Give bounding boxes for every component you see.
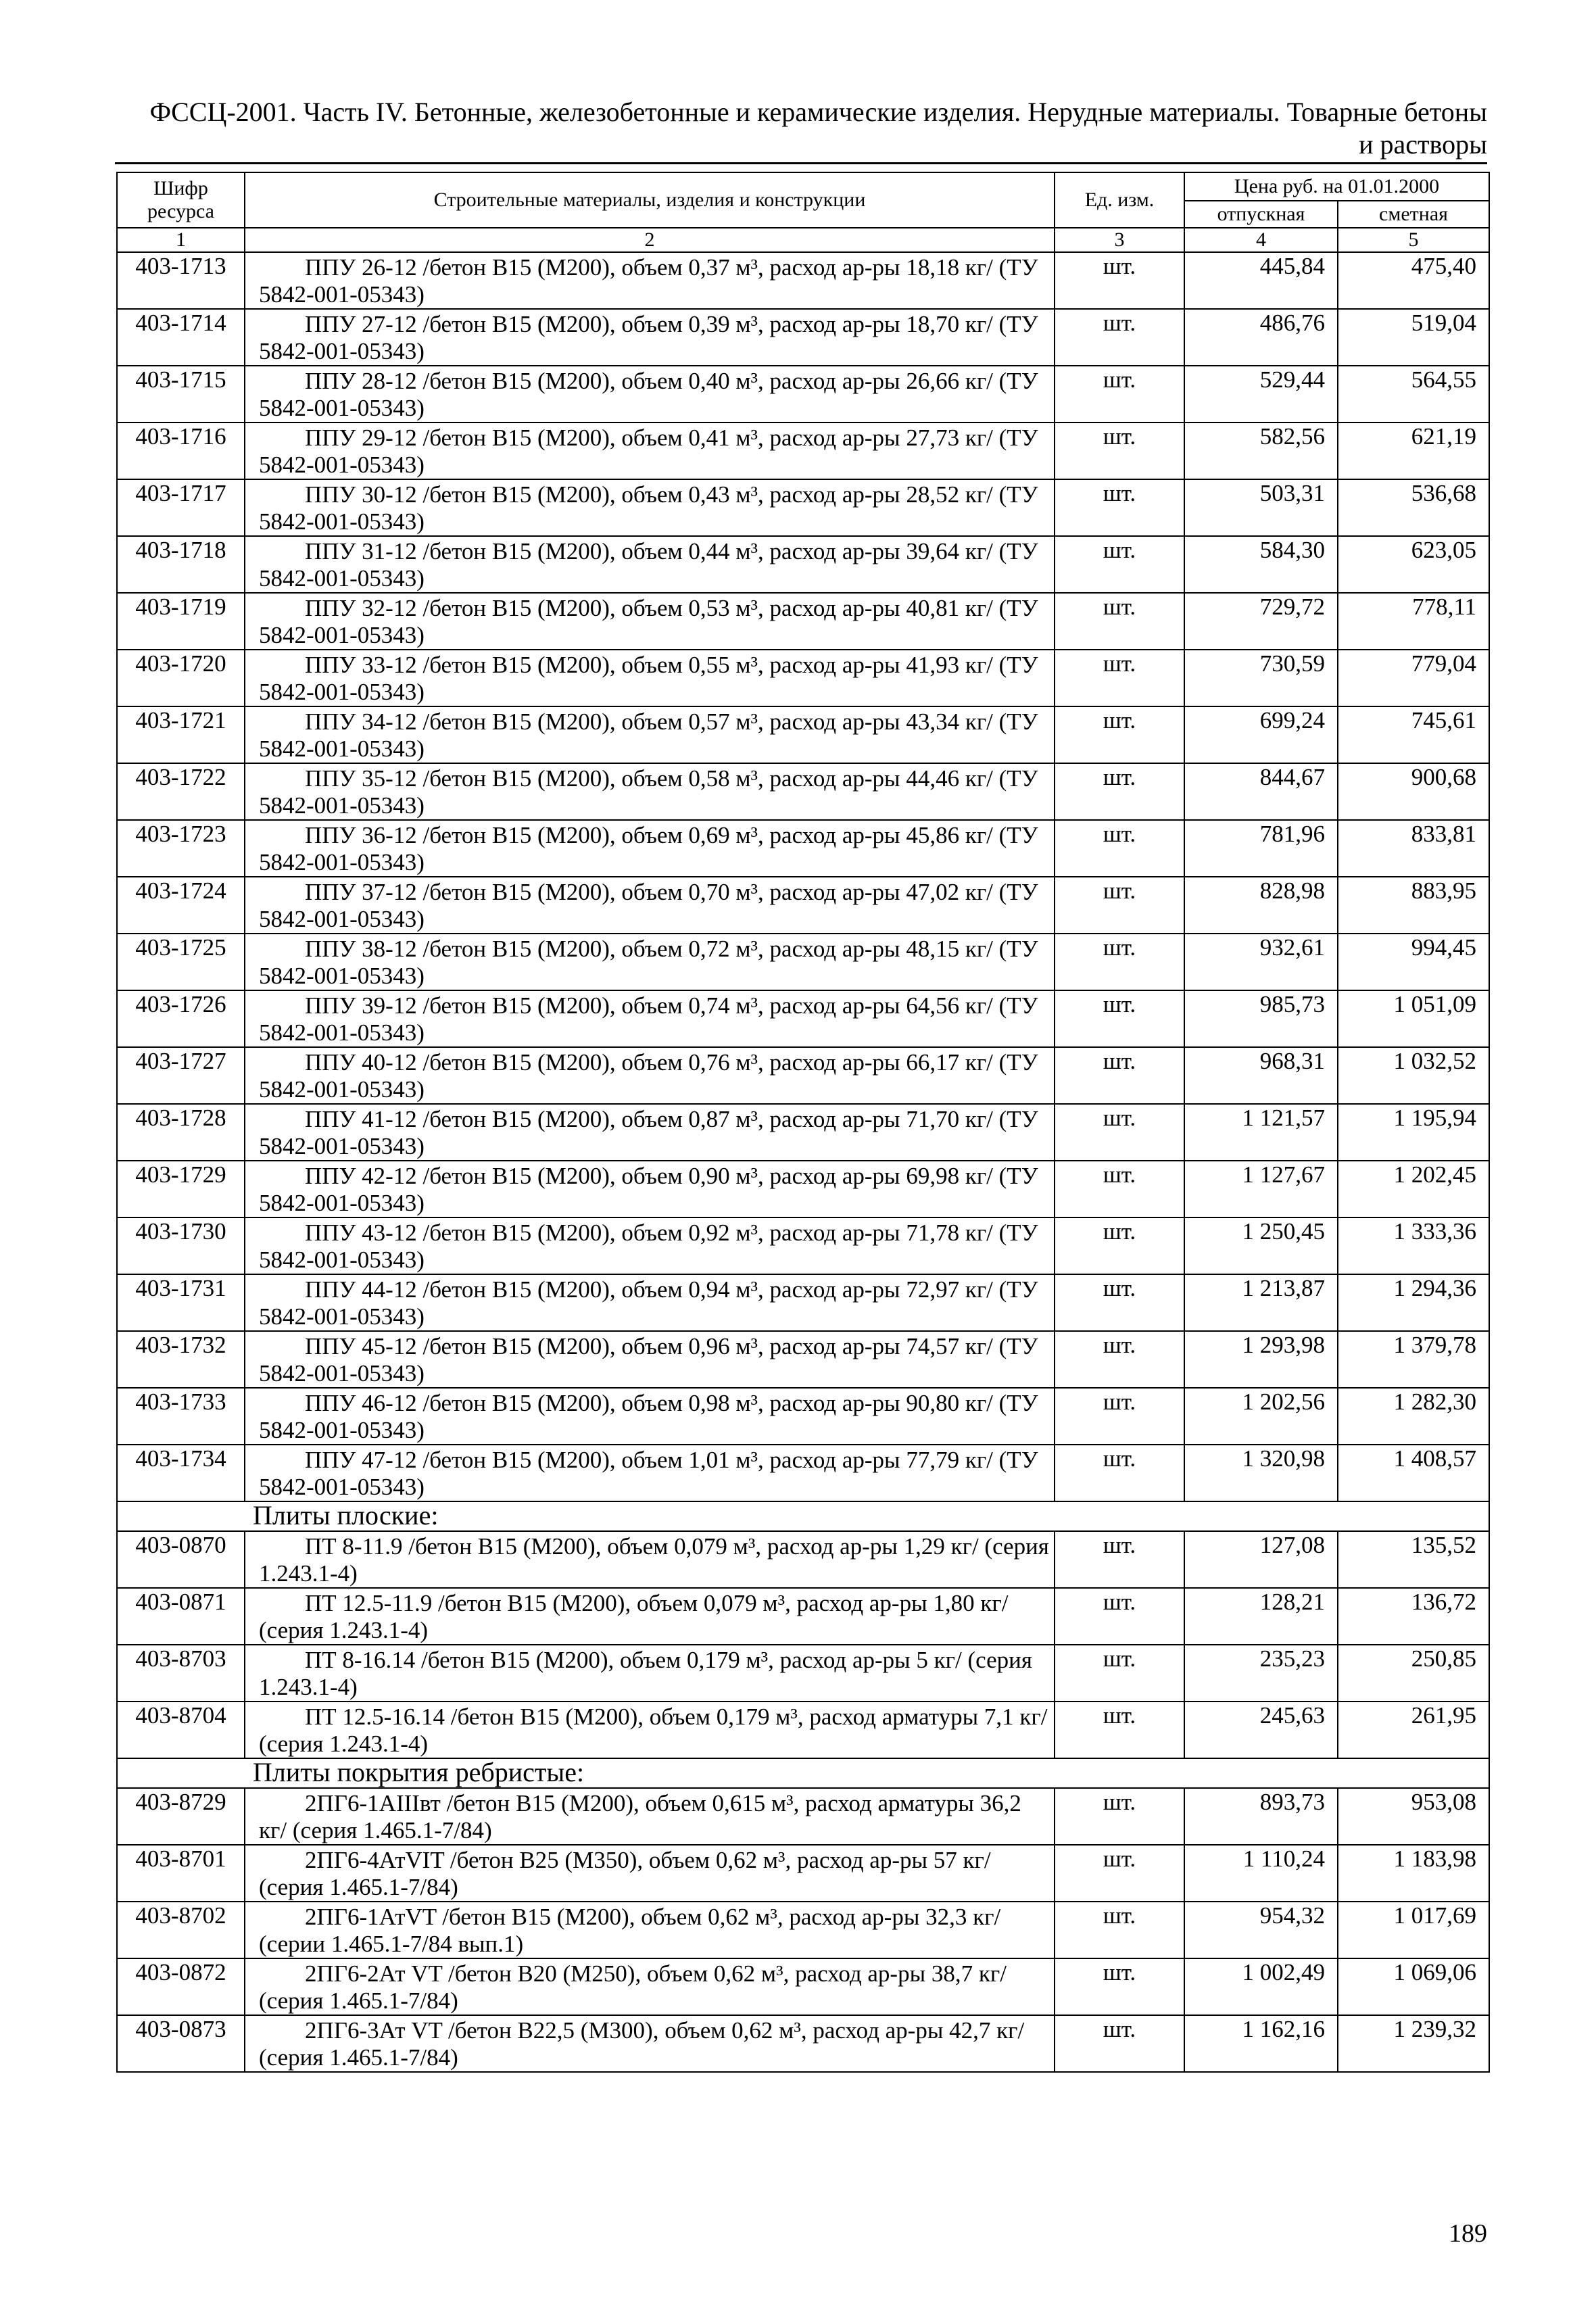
estimate-price: 261,95: [1338, 1702, 1489, 1758]
estimate-price: 1 379,78: [1338, 1331, 1489, 1388]
release-price: 1 162,16: [1184, 2015, 1338, 2072]
estimate-price: 475,40: [1338, 252, 1489, 309]
release-price: 968,31: [1184, 1047, 1338, 1104]
header-price: Цена руб. на 01.01.2000: [1184, 172, 1489, 201]
resource-code: 403-1715: [117, 366, 245, 423]
table-row: [117, 2015, 1489, 2072]
unit-of-measure: шт.: [1055, 2015, 1184, 2072]
resource-code: 403-1716: [117, 423, 245, 479]
unit-of-measure: шт.: [1055, 1902, 1184, 1958]
header-estimate: сметная: [1338, 201, 1489, 228]
resource-code: 403-8703: [117, 1645, 245, 1702]
resource-code: 403-1726: [117, 990, 245, 1047]
estimate-price: 1 051,09: [1338, 990, 1489, 1047]
release-price: 699,24: [1184, 706, 1338, 763]
release-price: 503,31: [1184, 479, 1338, 536]
estimate-price: 994,45: [1338, 934, 1489, 990]
release-price: 828,98: [1184, 877, 1338, 934]
estimate-price: 833,81: [1338, 820, 1489, 877]
release-price: 1 002,49: [1184, 1958, 1338, 2015]
estimate-price: 1 017,69: [1338, 1902, 1489, 1958]
header-rule: [115, 162, 1487, 164]
resource-code: 403-1730: [117, 1217, 245, 1274]
release-price: 529,44: [1184, 366, 1338, 423]
material-description: 2ПГ6-2Ат VT /бетон В20 (М250), объем 0,62 м³, расход ар-ры 38,7 кг/ (серия 1.465.1-7/84): [245, 1958, 1055, 2015]
material-description: ППУ 41-12 /бетон В15 (М200), объем 0,87 м³, расход ар-ры 71,70 кг/ (ТУ 5842-001-05343): [245, 1104, 1055, 1161]
unit-of-measure: шт.: [1055, 706, 1184, 763]
release-price: 486,76: [1184, 309, 1338, 366]
table-row: [117, 934, 1489, 990]
resource-code: 403-8701: [117, 1845, 245, 1902]
table-row: [117, 1588, 1489, 1645]
material-description: ППУ 38-12 /бетон В15 (М200), объем 0,72 м³, расход ар-ры 48,15 кг/ (ТУ 5842-001-05343): [245, 934, 1055, 990]
material-description: ППУ 47-12 /бетон В15 (М200), объем 1,01 м³, расход ар-ры 77,79 кг/ (ТУ 5842-001-05343): [245, 1445, 1055, 1501]
estimate-price: 1 183,98: [1338, 1845, 1489, 1902]
material-description: ППУ 43-12 /бетон В15 (М200), объем 0,92 м³, расход ар-ры 71,78 кг/ (ТУ 5842-001-05343): [245, 1217, 1055, 1274]
page-header: [115, 96, 1487, 161]
table-row: [117, 1274, 1489, 1331]
table-row: [117, 1531, 1489, 1588]
resource-code: 403-1721: [117, 706, 245, 763]
estimate-price: 519,04: [1338, 309, 1489, 366]
header-title: ФССЦ-2001. Часть IV. Бетонные, железобетонные и керамические изделия. Нерудные материалы. Товарные бетоны: [149, 97, 1487, 127]
table-row: [117, 366, 1489, 423]
material-description: ППУ 40-12 /бетон В15 (М200), объем 0,76 м³, расход ар-ры 66,17 кг/ (ТУ 5842-001-05343): [245, 1047, 1055, 1104]
estimate-price: 883,95: [1338, 877, 1489, 934]
unit-of-measure: шт.: [1055, 1274, 1184, 1331]
estimate-price: 779,04: [1338, 650, 1489, 706]
unit-of-measure: шт.: [1055, 1331, 1184, 1388]
release-price: 127,08: [1184, 1531, 1338, 1588]
release-price: 730,59: [1184, 650, 1338, 706]
material-description: ПТ 8-16.14 /бетон В15 (М200), объем 0,179 м³, расход ар-ры 5 кг/ (серия 1.243.1-4): [245, 1645, 1055, 1702]
resource-code: 403-1714: [117, 309, 245, 366]
resource-code: 403-1728: [117, 1104, 245, 1161]
header-release: отпускная: [1184, 201, 1338, 228]
release-price: 932,61: [1184, 934, 1338, 990]
table-row: [117, 593, 1489, 650]
resource-code: 403-0871: [117, 1588, 245, 1645]
column-number: 5: [1338, 228, 1489, 252]
resource-code: 403-8702: [117, 1902, 245, 1958]
unit-of-measure: шт.: [1055, 1531, 1184, 1588]
table-row: [117, 1217, 1489, 1274]
resource-code: 403-1723: [117, 820, 245, 877]
table-row: [117, 423, 1489, 479]
release-price: 844,67: [1184, 763, 1338, 820]
table-row: [117, 877, 1489, 934]
release-price: 582,56: [1184, 423, 1338, 479]
unit-of-measure: шт.: [1055, 820, 1184, 877]
page-number: 189: [1449, 2219, 1487, 2248]
section-title: Плиты плоские:: [117, 1501, 1489, 1531]
estimate-price: 136,72: [1338, 1588, 1489, 1645]
estimate-price: 250,85: [1338, 1645, 1489, 1702]
unit-of-measure: шт.: [1055, 1702, 1184, 1758]
release-price: 1 121,57: [1184, 1104, 1338, 1161]
material-description: ППУ 45-12 /бетон В15 (М200), объем 0,96 м³, расход ар-ры 74,57 кг/ (ТУ 5842-001-05343): [245, 1331, 1055, 1388]
column-number: 2: [245, 228, 1055, 252]
material-description: ППУ 34-12 /бетон В15 (М200), объем 0,57 м³, расход ар-ры 43,34 кг/ (ТУ 5842-001-05343): [245, 706, 1055, 763]
resource-code: 403-1719: [117, 593, 245, 650]
unit-of-measure: шт.: [1055, 1958, 1184, 2015]
material-description: ППУ 30-12 /бетон В15 (М200), объем 0,43 м³, расход ар-ры 28,52 кг/ (ТУ 5842-001-05343): [245, 479, 1055, 536]
table-row: [117, 252, 1489, 309]
release-price: 1 110,24: [1184, 1845, 1338, 1902]
release-price: 954,32: [1184, 1902, 1338, 1958]
material-description: ППУ 29-12 /бетон В15 (М200), объем 0,41 м³, расход ар-ры 27,73 кг/ (ТУ 5842-001-05343): [245, 423, 1055, 479]
table-row: [117, 1788, 1489, 1845]
header-unit: Ед. изм.: [1055, 172, 1184, 228]
material-description: ППУ 31-12 /бетон В15 (М200), объем 0,44 м³, расход ар-ры 39,64 кг/ (ТУ 5842-001-05343): [245, 536, 1055, 593]
release-price: 445,84: [1184, 252, 1338, 309]
unit-of-measure: шт.: [1055, 763, 1184, 820]
table-body: [117, 252, 1489, 2072]
table-row: [117, 1902, 1489, 1958]
release-price: 1 293,98: [1184, 1331, 1338, 1388]
release-price: 1 320,98: [1184, 1445, 1338, 1501]
unit-of-measure: шт.: [1055, 1445, 1184, 1501]
estimate-price: 953,08: [1338, 1788, 1489, 1845]
table-row: [117, 1388, 1489, 1445]
material-description: ПТ 12.5-16.14 /бетон В15 (М200), объем 0,179 м³, расход арматуры 7,1 кг/ (серия 1.243.1-4): [245, 1702, 1055, 1758]
release-price: 245,63: [1184, 1702, 1338, 1758]
header-name: Строительные материалы, изделия и конструкции: [245, 172, 1055, 228]
column-number: 1: [117, 228, 245, 252]
material-description: 2ПГ6-4АтVIT /бетон В25 (М350), объем 0,62 м³, расход ар-ры 57 кг/ (серия 1.465.1-7/84): [245, 1845, 1055, 1902]
table-row: [117, 1445, 1489, 1501]
estimate-price: 135,52: [1338, 1531, 1489, 1588]
resource-code: 403-1722: [117, 763, 245, 820]
material-description: 2ПГ6-1АтVT /бетон В15 (М200), объем 0,62 м³, расход ар-ры 32,3 кг/ (серии 1.465.1-7/84 вып.1): [245, 1902, 1055, 1958]
material-description: ППУ 27-12 /бетон В15 (М200), объем 0,39 м³, расход ар-ры 18,70 кг/ (ТУ 5842-001-05343): [245, 309, 1055, 366]
header-subtitle: и растворы: [1359, 129, 1487, 160]
table-row: [117, 1047, 1489, 1104]
table-row: [117, 1702, 1489, 1758]
estimate-price: 1 333,36: [1338, 1217, 1489, 1274]
material-description: ППУ 33-12 /бетон В15 (М200), объем 0,55 м³, расход ар-ры 41,93 кг/ (ТУ 5842-001-05343): [245, 650, 1055, 706]
resource-code: 403-1713: [117, 252, 245, 309]
resource-code: 403-1732: [117, 1331, 245, 1388]
estimate-price: 1 069,06: [1338, 1958, 1489, 2015]
table-row: [117, 1331, 1489, 1388]
table-row: [117, 1645, 1489, 1702]
unit-of-measure: шт.: [1055, 366, 1184, 423]
unit-of-measure: шт.: [1055, 1047, 1184, 1104]
estimate-price: 1 195,94: [1338, 1104, 1489, 1161]
unit-of-measure: шт.: [1055, 423, 1184, 479]
estimate-price: 536,68: [1338, 479, 1489, 536]
estimate-price: 1 239,32: [1338, 2015, 1489, 2072]
resource-code: 403-0873: [117, 2015, 245, 2072]
column-number: 3: [1055, 228, 1184, 252]
resource-code: 403-0870: [117, 1531, 245, 1588]
resource-code: 403-8704: [117, 1702, 245, 1758]
estimate-price: 1 282,30: [1338, 1388, 1489, 1445]
estimate-price: 564,55: [1338, 366, 1489, 423]
table-row: [117, 1104, 1489, 1161]
release-price: 1 250,45: [1184, 1217, 1338, 1274]
release-price: 781,96: [1184, 820, 1338, 877]
unit-of-measure: шт.: [1055, 536, 1184, 593]
table-row: [117, 1845, 1489, 1902]
table-row: [117, 706, 1489, 763]
estimate-price: 621,19: [1338, 423, 1489, 479]
resource-code: 403-1718: [117, 536, 245, 593]
material-description: ППУ 37-12 /бетон В15 (М200), объем 0,70 м³, расход ар-ры 47,02 кг/ (ТУ 5842-001-05343): [245, 877, 1055, 934]
resource-code: 403-1724: [117, 877, 245, 934]
unit-of-measure: шт.: [1055, 1588, 1184, 1645]
unit-of-measure: шт.: [1055, 593, 1184, 650]
material-description: ППУ 35-12 /бетон В15 (М200), объем 0,58 м³, расход ар-ры 44,46 кг/ (ТУ 5842-001-05343): [245, 763, 1055, 820]
release-price: 1 127,67: [1184, 1161, 1338, 1217]
release-price: 893,73: [1184, 1788, 1338, 1845]
resource-code: 403-8729: [117, 1788, 245, 1845]
estimate-price: 1 294,36: [1338, 1274, 1489, 1331]
release-price: 729,72: [1184, 593, 1338, 650]
resource-code: 403-1725: [117, 934, 245, 990]
section-heading-row: [117, 1501, 1489, 1531]
resource-code: 403-1717: [117, 479, 245, 536]
unit-of-measure: шт.: [1055, 252, 1184, 309]
material-description: ППУ 36-12 /бетон В15 (М200), объем 0,69 м³, расход ар-ры 45,86 кг/ (ТУ 5842-001-05343): [245, 820, 1055, 877]
unit-of-measure: шт.: [1055, 877, 1184, 934]
estimate-price: 745,61: [1338, 706, 1489, 763]
table-row: [117, 990, 1489, 1047]
estimate-price: 900,68: [1338, 763, 1489, 820]
estimate-price: 1 032,52: [1338, 1047, 1489, 1104]
material-description: 2ПГ6-3Ат VT /бетон В22,5 (М300), объем 0,62 м³, расход ар-ры 42,7 кг/ (серия 1.465.1-7/84): [245, 2015, 1055, 2072]
table-row: [117, 1958, 1489, 2015]
unit-of-measure: шт.: [1055, 1645, 1184, 1702]
release-price: 235,23: [1184, 1645, 1338, 1702]
table-row: [117, 763, 1489, 820]
table-row: [117, 479, 1489, 536]
unit-of-measure: шт.: [1055, 1161, 1184, 1217]
material-description: ППУ 39-12 /бетон В15 (М200), объем 0,74 м³, расход ар-ры 64,56 кг/ (ТУ 5842-001-05343): [245, 990, 1055, 1047]
release-price: 1 202,56: [1184, 1388, 1338, 1445]
column-number-row: [117, 228, 1489, 252]
table-row: [117, 536, 1489, 593]
section-title: Плиты покрытия ребристые:: [117, 1758, 1489, 1788]
unit-of-measure: шт.: [1055, 650, 1184, 706]
resource-code: 403-1731: [117, 1274, 245, 1331]
unit-of-measure: шт.: [1055, 1388, 1184, 1445]
material-description: ППУ 44-12 /бетон В15 (М200), объем 0,94 м³, расход ар-ры 72,97 кг/ (ТУ 5842-001-05343): [245, 1274, 1055, 1331]
release-price: 128,21: [1184, 1588, 1338, 1645]
unit-of-measure: шт.: [1055, 934, 1184, 990]
price-table: [116, 172, 1490, 2073]
resource-code: 403-1720: [117, 650, 245, 706]
material-description: ПТ 8-11.9 /бетон В15 (М200), объем 0,079 м³, расход ар-ры 1,29 кг/ (серия 1.243.1-4): [245, 1531, 1055, 1588]
release-price: 1 213,87: [1184, 1274, 1338, 1331]
material-description: ППУ 32-12 /бетон В15 (М200), объем 0,53 м³, расход ар-ры 40,81 кг/ (ТУ 5842-001-05343): [245, 593, 1055, 650]
estimate-price: 1 202,45: [1338, 1161, 1489, 1217]
estimate-price: 778,11: [1338, 593, 1489, 650]
release-price: 584,30: [1184, 536, 1338, 593]
table-row: [117, 309, 1489, 366]
material-description: 2ПГ6-1АIIIвт /бетон В15 (М200), объем 0,615 м³, расход арматуры 36,2 кг/ (серия 1.465.1-7/84): [245, 1788, 1055, 1845]
material-description: ППУ 26-12 /бетон В15 (М200), объем 0,37 м³, расход ар-ры 18,18 кг/ (ТУ 5842-001-05343): [245, 252, 1055, 309]
unit-of-measure: шт.: [1055, 309, 1184, 366]
unit-of-measure: шт.: [1055, 1845, 1184, 1902]
column-number: 4: [1184, 228, 1338, 252]
table-row: [117, 1161, 1489, 1217]
resource-code: 403-1729: [117, 1161, 245, 1217]
estimate-price: 1 408,57: [1338, 1445, 1489, 1501]
unit-of-measure: шт.: [1055, 479, 1184, 536]
release-price: 985,73: [1184, 990, 1338, 1047]
unit-of-measure: шт.: [1055, 1217, 1184, 1274]
resource-code: 403-1734: [117, 1445, 245, 1501]
section-heading-row: [117, 1758, 1489, 1788]
estimate-price: 623,05: [1338, 536, 1489, 593]
resource-code: 403-0872: [117, 1958, 245, 2015]
material-description: ППУ 46-12 /бетон В15 (М200), объем 0,98 м³, расход ар-ры 90,80 кг/ (ТУ 5842-001-05343): [245, 1388, 1055, 1445]
table-row: [117, 650, 1489, 706]
material-description: ППУ 42-12 /бетон В15 (М200), объем 0,90 м³, расход ар-ры 69,98 кг/ (ТУ 5842-001-05343): [245, 1161, 1055, 1217]
resource-code: 403-1727: [117, 1047, 245, 1104]
unit-of-measure: шт.: [1055, 1104, 1184, 1161]
resource-code: 403-1733: [117, 1388, 245, 1445]
header-code: Шифр ресурса: [117, 172, 245, 228]
unit-of-measure: шт.: [1055, 990, 1184, 1047]
material-description: ПТ 12.5-11.9 /бетон В15 (М200), объем 0,079 м³, расход ар-ры 1,80 кг/ (серия 1.243.1-4): [245, 1588, 1055, 1645]
unit-of-measure: шт.: [1055, 1788, 1184, 1845]
material-description: ППУ 28-12 /бетон В15 (М200), объем 0,40 м³, расход ар-ры 26,66 кг/ (ТУ 5842-001-05343): [245, 366, 1055, 423]
table-row: [117, 820, 1489, 877]
